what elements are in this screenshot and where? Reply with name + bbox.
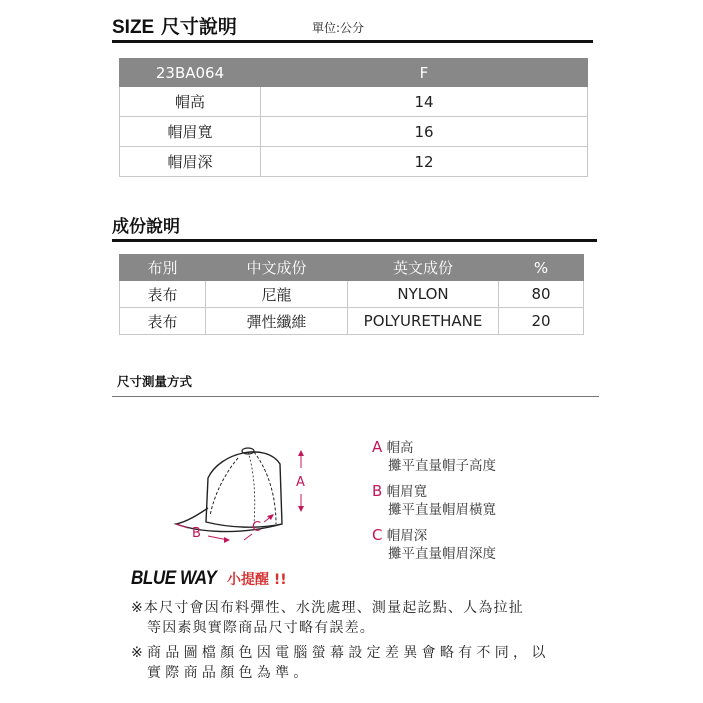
material-zh: 尼龍 (206, 281, 348, 308)
table-row (120, 308, 584, 335)
legend-item-b (372, 484, 496, 500)
note-2-line-1: ※商品圖檔顏色因電腦螢幕設定差異會略有不同，以 (131, 645, 550, 661)
legend-letter: A (372, 438, 383, 456)
reminder-label: 小提醒 !! (226, 572, 287, 588)
material-header-fabric: 布別 (120, 255, 206, 281)
arrow-b-head-right (224, 537, 230, 543)
material-zh: 彈性纖維 (206, 308, 348, 335)
brand-logo: BLUE WAY (131, 568, 217, 589)
material-section-rule (112, 239, 597, 242)
diagram-label-c: C (252, 520, 262, 535)
table-row (120, 147, 588, 177)
size-table-header (120, 59, 588, 87)
unit-label: 單位:公分 (312, 21, 365, 35)
size-row-value: 12 (261, 147, 588, 177)
size-row-value: 14 (261, 87, 588, 117)
material-fabric: 表布 (120, 281, 206, 308)
material-pct: 80 (499, 281, 584, 308)
size-header-size: F (261, 59, 588, 87)
size-section-title (112, 12, 237, 39)
note-2-line-2: 實際商品顏色為準。 (147, 665, 312, 681)
reminder-header (131, 568, 287, 590)
table-row (120, 117, 588, 147)
size-row-value: 16 (261, 117, 588, 147)
arrow-a-head-top (298, 450, 304, 456)
material-header-pct: % (499, 255, 584, 281)
size-row-label: 帽高 (120, 87, 261, 117)
size-title-en: SIZE (112, 17, 155, 38)
cap-seam-left (210, 458, 238, 516)
size-table (119, 58, 588, 177)
size-row-label: 帽眉寬 (120, 117, 261, 147)
material-table-header (120, 255, 584, 281)
note-1-line-1: ※本尺寸會因布料彈性、水洗處理、測量起訖點、人為拉扯 (131, 600, 524, 616)
diagram-label-a: A (296, 475, 305, 490)
size-header-model: 23BA064 (120, 59, 261, 87)
measure-section-title: 尺寸測量方式 (117, 374, 193, 389)
material-fabric: 表布 (120, 308, 206, 335)
legend-desc: 攤平直量帽眉深度 (388, 546, 496, 562)
size-row-label: 帽眉深 (120, 147, 261, 177)
table-row (120, 87, 588, 117)
legend-letter: C (372, 526, 383, 544)
material-table (119, 254, 584, 335)
material-header-en: 英文成份 (348, 255, 499, 281)
cap-seam-right (254, 452, 276, 524)
legend-desc: 攤平直量帽子高度 (388, 458, 496, 474)
arrow-a-head-bottom (298, 506, 304, 512)
measure-legend (372, 440, 496, 562)
material-pct: 20 (499, 308, 584, 335)
material-en: NYLON (348, 281, 499, 308)
legend-desc: 攤平直量帽眉橫寬 (388, 502, 496, 518)
cap-diagram (168, 440, 328, 550)
arrow-b-left (176, 524, 188, 528)
arrow-c-lower (244, 534, 252, 540)
cap-seam-mid (248, 452, 255, 524)
legend-name: 帽眉寬 (386, 484, 428, 500)
legend-item-c (372, 528, 496, 544)
note-1-line-2: 等因素與實際商品尺寸略有誤差。 (147, 620, 375, 636)
reminder-notes (131, 598, 550, 683)
size-section-rule (112, 40, 593, 43)
material-en: POLYURETHANE (348, 308, 499, 335)
material-header-zh: 中文成份 (206, 255, 348, 281)
measure-section-rule (112, 396, 599, 397)
size-title-zh: 尺寸說明 (160, 16, 237, 38)
material-section-title: 成份說明 (112, 217, 180, 237)
diagram-label-b: B (192, 526, 201, 541)
legend-letter: B (372, 482, 383, 500)
legend-item-a (372, 440, 496, 456)
table-row (120, 281, 584, 308)
legend-name: 帽高 (386, 440, 414, 456)
legend-name: 帽眉深 (386, 528, 428, 544)
